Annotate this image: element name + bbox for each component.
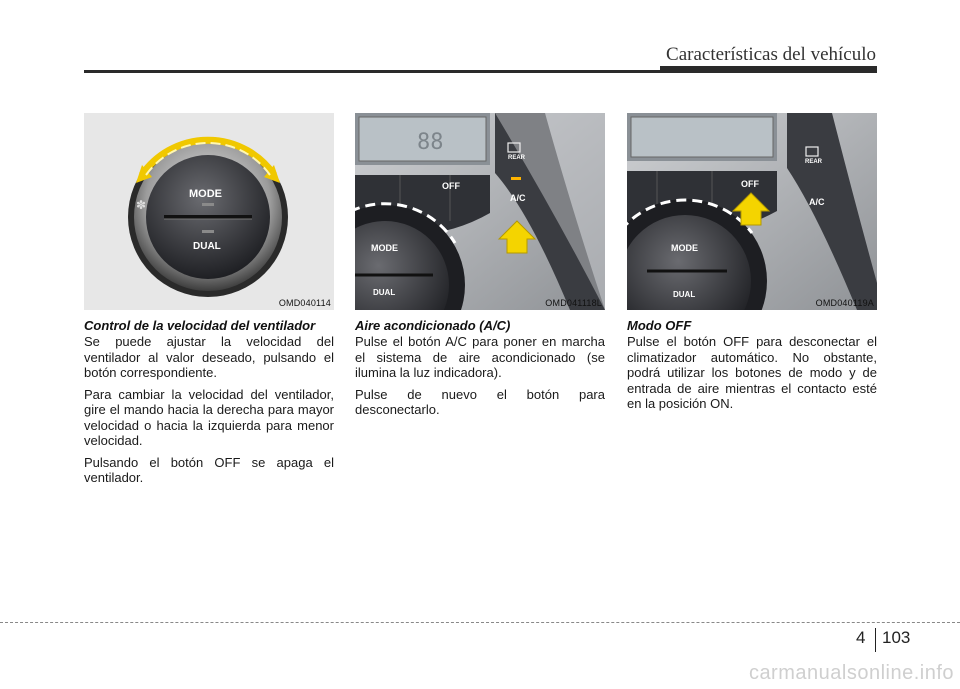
paragraph: Pulse de nuevo el botón para desconectarlo. bbox=[355, 386, 605, 417]
column-off-mode bbox=[627, 113, 877, 418]
ac-panel-illustration bbox=[355, 113, 605, 310]
mode-label: MODE bbox=[189, 188, 222, 200]
figure-fan-knob bbox=[84, 113, 334, 310]
figure-ac-panel bbox=[355, 113, 605, 310]
chapter-number: 4 bbox=[856, 628, 866, 647]
page-number: 103 bbox=[882, 628, 911, 647]
rear-label: REAR bbox=[805, 159, 823, 165]
fan-knob-illustration bbox=[84, 113, 334, 310]
column-air-conditioning bbox=[355, 113, 605, 424]
mode-label: MODE bbox=[671, 243, 698, 253]
column-fan-speed bbox=[84, 113, 334, 492]
dual-label: DUAL bbox=[673, 290, 696, 299]
header-rule bbox=[84, 70, 877, 73]
section-heading: Modo OFF bbox=[627, 318, 692, 333]
section-heading: Control de la velocidad del ventilador bbox=[84, 318, 316, 333]
watermark: carmanualsonline.info bbox=[748, 662, 954, 684]
display-digits-graphic: 88 bbox=[417, 130, 444, 155]
rear-label: REAR bbox=[508, 155, 526, 161]
ac-label: A/C bbox=[510, 193, 526, 203]
figure-code: OMD041118L bbox=[545, 298, 602, 308]
fan-icon: ✽ bbox=[136, 198, 147, 212]
ac-label: A/C bbox=[809, 197, 825, 207]
footer-dashed-rule bbox=[0, 622, 960, 623]
off-label: OFF bbox=[741, 179, 759, 189]
figure-off-panel bbox=[627, 113, 877, 310]
footer-divider bbox=[875, 628, 876, 652]
paragraph: Pulsando el botón OFF se apaga el ventilador. bbox=[84, 454, 334, 485]
paragraph: Para cambiar la velocidad del ventilador, gire el mando hacia la derecha para mayor velocidad o hacia la izquierda para menor velocidad. bbox=[84, 386, 334, 448]
paragraph: Pulse el botón A/C para poner en marcha el sistema de aire acondicionado (se ilumina la luz indicadora). bbox=[355, 334, 605, 380]
figure-code: OMD040119A bbox=[815, 298, 874, 308]
off-panel-illustration bbox=[627, 113, 877, 310]
figure-code: OMD040114 bbox=[278, 298, 331, 308]
dual-label: DUAL bbox=[373, 288, 396, 297]
dual-label: DUAL bbox=[193, 241, 221, 252]
off-label: OFF bbox=[442, 181, 460, 191]
section-title: Características del vehículo bbox=[666, 44, 876, 65]
paragraph: Pulse el botón OFF para desconectar el climatizador automático. No obstante, podrá utilizar los botones de modo y de entrada de aire mientras el contacto esté en la posición ON. bbox=[627, 334, 877, 411]
section-heading: Aire acondicionado (A/C) bbox=[355, 318, 511, 333]
paragraph: Se puede ajustar la velocidad del ventilador al valor deseado, pulsando el botón correspondiente. bbox=[84, 334, 334, 380]
mode-label: MODE bbox=[371, 243, 398, 253]
